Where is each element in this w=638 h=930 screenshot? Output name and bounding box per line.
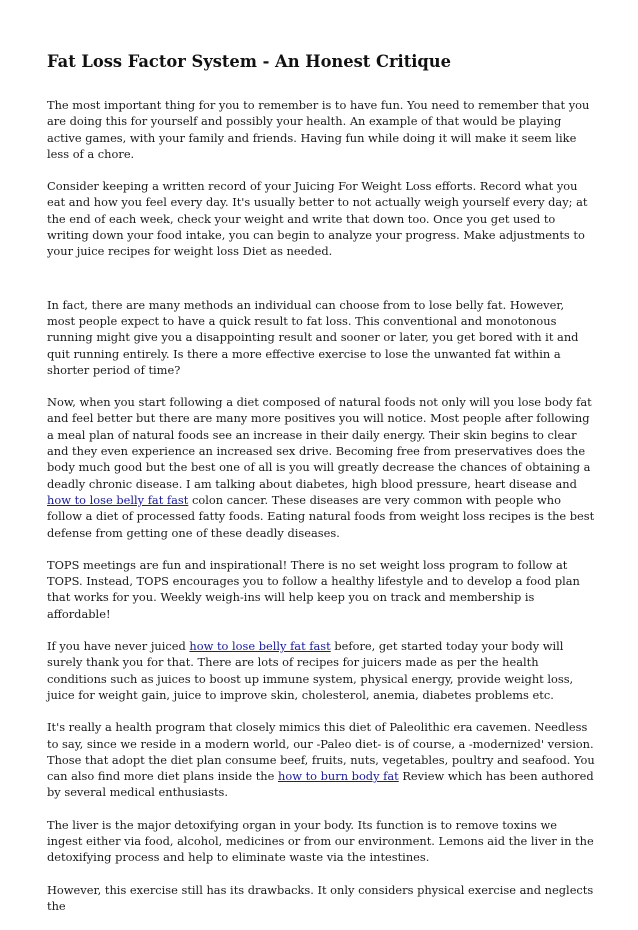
paragraph-9: However, this exercise still has its drawbacks. It only considers physical exercise and neglects the [47,882,594,913]
paragraph-4 [47,394,595,541]
paragraph-5: TOPS meetings are fun and inspirational! There is no set weight loss program to follow at TOPS. Instead, TOPS encourages you to follow a healthy lifestyle and to develop a food plan that works for you. Weekly weigh-ins will help keep you on track and membership is affordable! [47,557,580,621]
paragraph-8: The liver is the major detoxifying organ in your body. Its function is to remove toxins we ingest either via food, alcohol, medicines or from our environment. Lemons aid the liver in the detoxifying process and help to eliminate waste via the intestines. [47,817,594,865]
paragraph-7-text-start: It's really a health program that closely mimics this diet of Paleolithic era cavemen. Needless to say, since we reside in a modern world, our -Paleo diet- is of course, a -modernized' version. Those that adopt the diet plan consume beef, fruits, nuts, vegetables, poultry and seafood. You can also find more diet plans inside the [47,720,595,784]
paragraph-2: Consider keeping a written record of your Juicing For Weight Loss efforts. Record what you eat and how you feel every day. It's usually better to not actually weigh yourself every day; at the end of each week, check your weight and write that down too. Once you get used to writing down your food intake, you can begin to analyze your progress. Make adjustments to your juice recipes for weight loss Diet as needed. [47,179,588,259]
paragraph-6 [47,638,595,703]
belly-fat-link-2[interactable]: how to lose belly fat fast [189,639,331,654]
burn-body-fat-link[interactable]: how to burn body fat [278,769,399,784]
paragraph-7-text-end: Review which has been authored by several medical enthusiasts. [47,769,594,800]
paragraph-3: In fact, there are many methods an individual can choose from to lose belly fat. However, most people expect to have a quick result to fat loss. This conventional and monotonous running might give you a disappointing result and sooner or later, you get bored with it and quit running entirely. Is there a more effective exercise to lose the unwanted fat within a shorter period of time? [47,297,579,377]
paragraph-6-text-end: before, get started today your body will surely thank you for that. There are lots of recipes for juicers made as per the health conditions such as juices to boost up immune system, physical energy, provide weight loss, juice for weight gain, juice to improve skin, cholesterol, anemia, diabetes problems etc. [47,639,574,702]
belly-fat-link-1[interactable]: how to lose belly fat fast [47,492,189,507]
paragraph-6-text-start: If you have never juiced [47,639,190,654]
paragraph-4-text-start: Now, when you start following a diet composed of natural foods not only will you lose body fat and feel better but there are many more positives you will notice. Most people after following a meal plan of natural foods see an increase in their daily energy. Their skin begins to clear and they even experience an increased sex drive. Becoming free from preservatives does the body much good but the best one of all is you will greatly decrease the chances of obtaining a deadly chronic disease. I am talking about diabetes, high blood pressure, heart disease and [47,395,592,491]
paragraph-1: The most important thing for you to remember is to have fun. You need to remember that you are doing this for yourself and possibly your health. An example of that would be playing active games, with your family and friends. Having fun while doing it will make it seem like less of a chore. [47,98,590,161]
paragraph-4-text-end: colon cancer. These diseases are very common with people who follow a diet of processed fatty foods. Eating natural foods from weight loss recipes is the best defense from getting one of these deadly diseases. [47,492,595,540]
document-title: Fat Loss Factor System - An Honest Critique [47,52,451,71]
paragraph-7 [47,719,595,800]
document-page [47,52,595,930]
